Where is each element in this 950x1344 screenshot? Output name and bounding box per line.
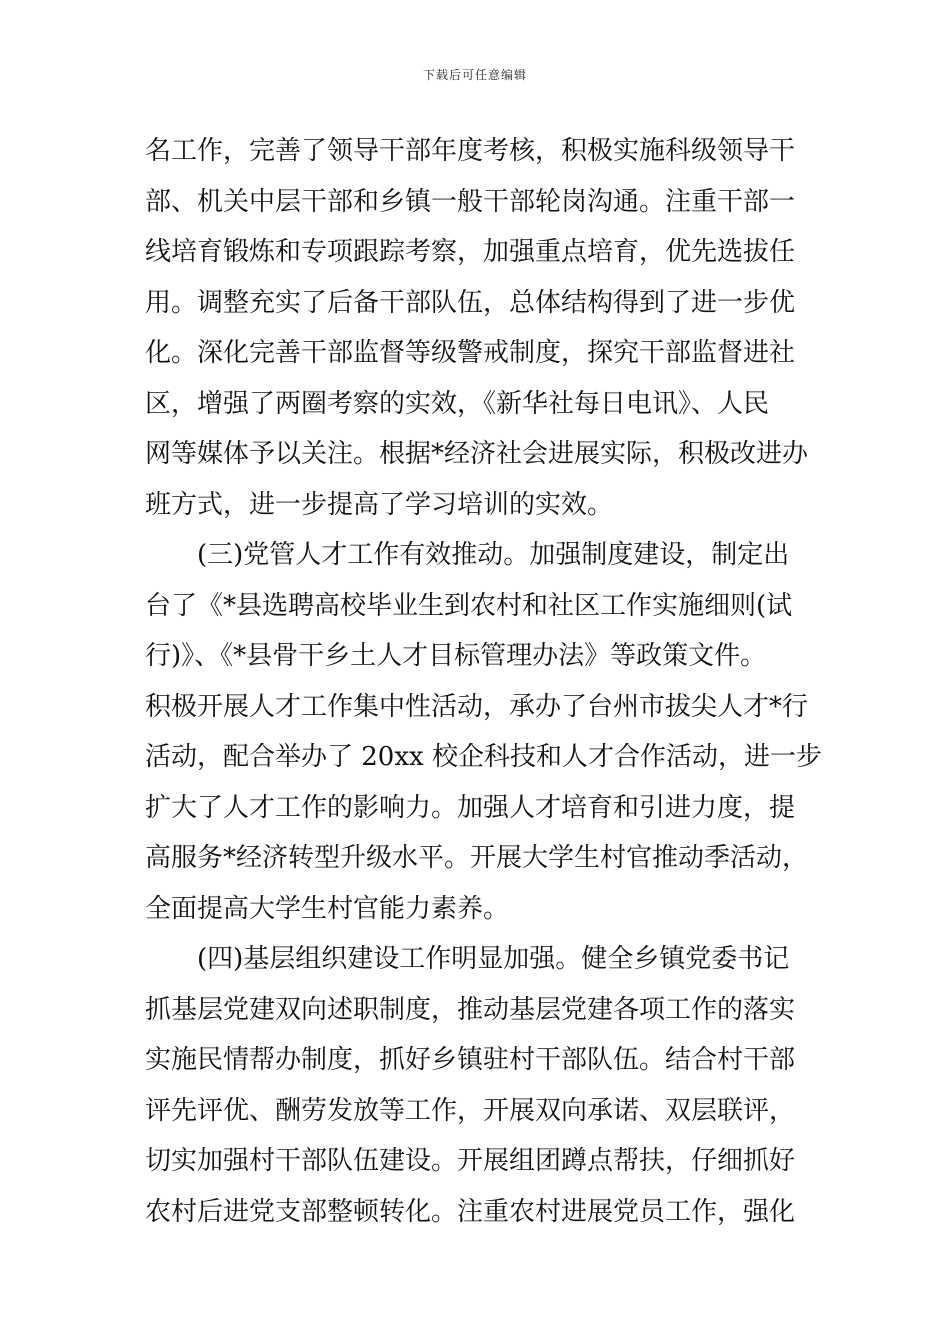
text-line: 台了《*县选聘高校毕业生到农村和社区工作实施细则(试	[145, 590, 793, 621]
text-line: 行)》、《*县骨干乡土人才目标管理办法》等政策文件。	[145, 641, 767, 671]
text-line: 线培育锻炼和专项跟踪考察，加强重点培育，优先选拔任	[145, 237, 796, 267]
text-line: 农村后进党支部整顿转化。注重农村进展党员工作，强化	[145, 1196, 796, 1227]
text-line: 全面提高大学生村官能力素养。	[145, 893, 510, 924]
body-text	[145, 126, 822, 1237]
text-line: 实施民情帮办制度，抓好乡镇驻村干部队伍。结合村干部	[145, 1045, 796, 1075]
text-line: 区，增强了两圈考察的实效，《新华社每日电讯》、人民	[145, 388, 770, 419]
text-line: 扩大了人才工作的影响力。加强人才培育和引进力度，提	[145, 792, 796, 823]
text-line: 网等媒体予以关注。根据*经济社会进展实际，积极改进办	[145, 439, 809, 469]
text-line: 名工作，完善了领导干部年度考核，积极实施科级领导干	[145, 136, 796, 166]
text-line: 积极开展人才工作集中性活动，承办了台州市拔尖人才*行	[145, 691, 809, 722]
page-header: 下载后可任意编辑	[422, 68, 527, 82]
text-line: 用。调整充实了后备干部队伍，总体结构得到了进一步优	[145, 287, 796, 318]
text-line: 抓基层党建双向述职制度，推动基层党建各项工作的落实	[145, 994, 796, 1025]
text-line: 评先评优、酬劳发放等工作，开展双向承诺、双层联评，	[145, 1095, 796, 1126]
text-line: (四)基层组织建设工作明显加强。健全乡镇党委书记	[197, 944, 790, 974]
text-line: 班方式，进一步提高了学习培训的实效。	[145, 489, 614, 520]
text-line: 化。深化完善干部监督等级警戒制度，探究干部监督进社	[145, 338, 796, 368]
text-line: (三)党管人才工作有效推动。加强制度建设，制定出	[197, 540, 790, 570]
text-line: 部、机关中层干部和乡镇一般干部轮岗沟通。注重干部一	[145, 186, 796, 217]
text-line: 高服务*经济转型升级水平。开展大学生村官推动季活动，	[145, 843, 809, 873]
text-line: 切实加强村干部队伍建设。开展组团蹲点帮扶，仔细抓好	[145, 1146, 796, 1176]
text-line: 活动，配合举办了 20xx 校企科技和人才合作活动，进一步	[145, 742, 822, 772]
